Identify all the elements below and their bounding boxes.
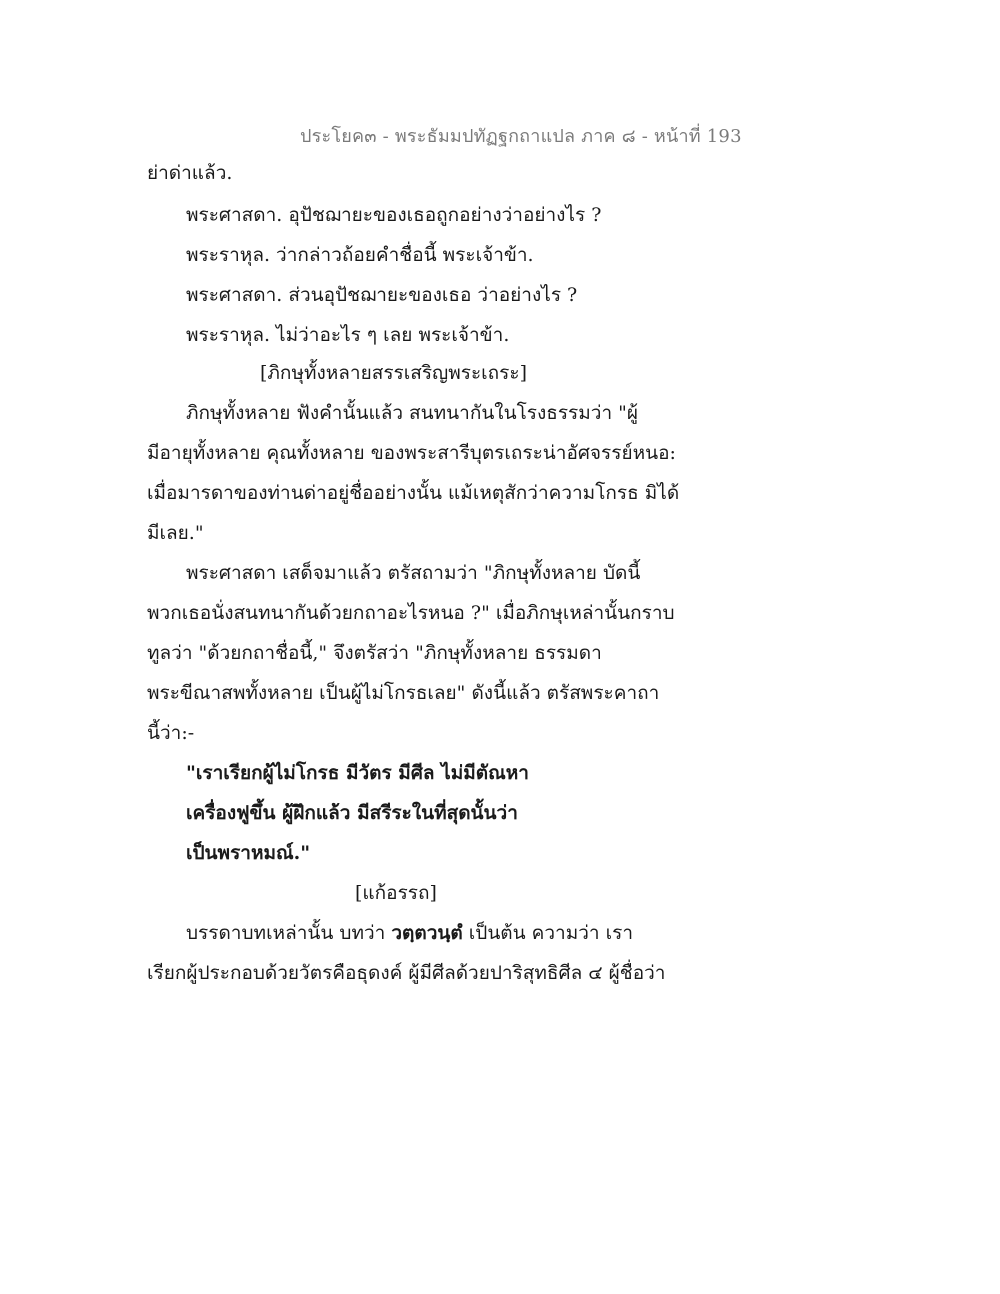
dialogue-line: พระศาสดา. ส่วนอุปัชฌายะของเธอ ว่าอย่างไร ?: [186, 284, 578, 306]
text-run: บรรดาบทเหล่านั้น บทว่า: [186, 922, 392, 944]
paragraph-line: พระขีณาสพทั้งหลาย เป็นผู้ไม่โกรธเลย" ดังนี้แล้ว ตรัสพระคาถา: [147, 682, 660, 704]
text-line: ย่าด่าแล้ว.: [147, 162, 233, 184]
section-heading: [แก้อรรถ]: [355, 882, 437, 904]
paragraph-line: พระศาสดา เสด็จมาแล้ว ตรัสถามว่า "ภิกษุทั้งหลาย บัดนี้: [186, 562, 641, 584]
section-heading: [ภิกษุทั้งหลายสรรเสริญพระเถระ]: [260, 362, 527, 384]
text-run: เป็นต้น ความว่า เรา: [462, 922, 633, 944]
page-header: ประโยค๓ - พระธัมมปทัฏฐกถาแปล ภาค ๘ - หน้าที่ 193: [300, 126, 742, 147]
paragraph-line: [186, 920, 633, 946]
dialogue-line: พระราหุล. ว่ากล่าวถ้อยคำชื่อนี้ พระเจ้าข้า.: [186, 244, 534, 266]
paragraph-line: ทูลว่า "ด้วยกถาชื่อนี้," จึงตรัสว่า "ภิกษุทั้งหลาย ธรรมดา: [147, 642, 602, 664]
dialogue-line: พระราหุล. ไม่ว่าอะไร ๆ เลย พระเจ้าข้า.: [186, 324, 510, 346]
verse-line: เครื่องฟูขึ้น ผู้ฝึกแล้ว มีสรีระในที่สุดนั้นว่า: [186, 802, 518, 824]
paragraph-line: มีอายุทั้งหลาย คุณทั้งหลาย ของพระสารีบุตรเถระน่าอัศจรรย์หนอ:: [147, 442, 676, 464]
paragraph-line: ภิกษุทั้งหลาย ฟังคำนั้นแล้ว สนทนากันในโรงธรรมว่า "ผู้: [186, 402, 639, 424]
paragraph-line: มีเลย.": [147, 522, 204, 544]
paragraph-line: นี้ว่า:-: [147, 722, 195, 744]
paragraph-line: เรียกผู้ประกอบด้วยวัตรคือธุดงค์ ผู้มีศีลด้วยปาริสุทธิศีล ๔ ผู้ชื่อว่า: [147, 962, 666, 984]
verse-line: "เราเรียกผู้ไม่โกรธ มีวัตร มีศีล ไม่มีตัณหา: [186, 762, 529, 784]
verse-line: เป็นพราหมณ์.": [186, 842, 311, 864]
dialogue-line: พระศาสดา. อุปัชฌายะของเธอถูกอย่างว่าอย่างไร ?: [186, 204, 602, 226]
paragraph-line: พวกเธอนั่งสนทนากันด้วยกถาอะไรหนอ ?" เมื่อภิกษุเหล่านั้นกราบ: [147, 602, 675, 624]
paragraph-line: เมื่อมารดาของท่านด่าอยู่ชื่ออย่างนั้น แม้เหตุสักว่าความโกรธ มิได้: [147, 482, 680, 504]
pali-term: วตฺตวนฺตํ: [391, 922, 463, 944]
